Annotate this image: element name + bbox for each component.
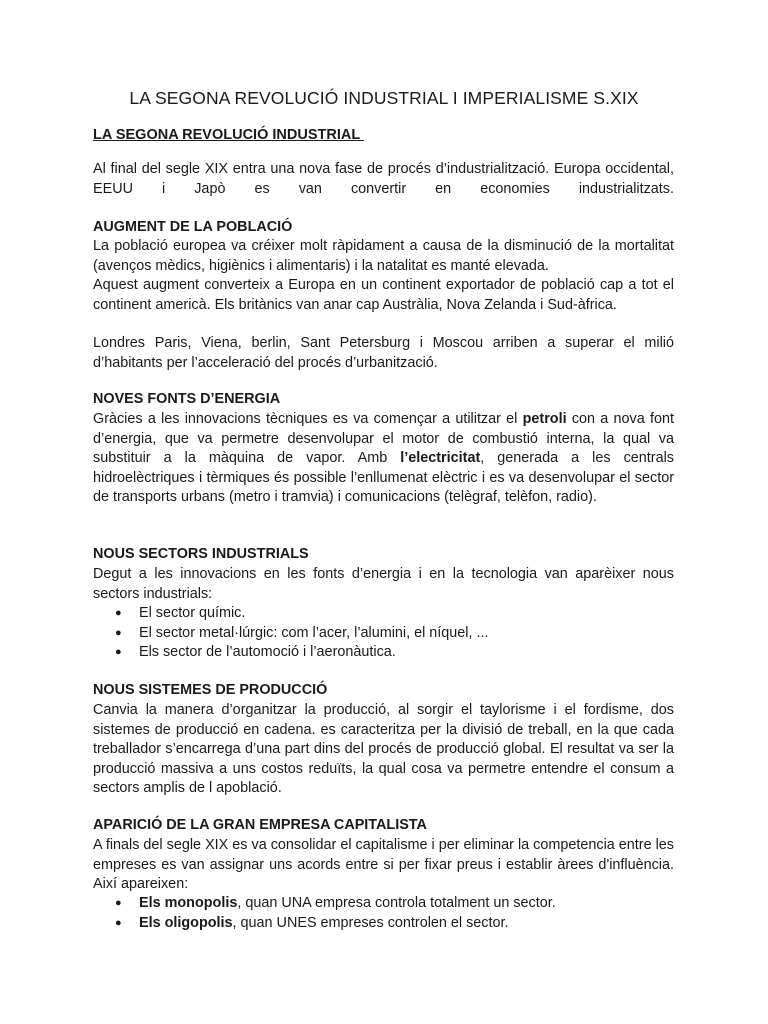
page-title: LA SEGONA REVOLUCIÓ INDUSTRIAL I IMPERIALISME S.XIX: [129, 88, 639, 108]
energia-bold-petroli: petroli: [522, 411, 567, 427]
intro-paragraph: Al final del segle XIX entra una nova fase de procés d’industrialització. Europa occidental, EEUU i Japò es van convertir en economies industrialitzats.: [93, 161, 674, 197]
bullet-icon: ●: [115, 646, 122, 658]
heading-sectors: NOUS SECTORS INDUSTRIALS: [93, 546, 309, 562]
energia-paragraph: [93, 410, 674, 508]
bullet-icon: ●: [115, 626, 122, 639]
list-item: ● El sector químic.: [93, 604, 674, 624]
heading-poblacio: AUGMENT DE LA POBLACIÓ: [93, 219, 293, 235]
empresa-paragraph: A finals del segle XIX es va consolidar el capitalisme i per eliminar la competencia entre les empreses es van assignar uns acords entre si per fixar preus i establir àrees d'influència. Així apareixen:: [93, 837, 674, 892]
list-item: ● Els oligopolis, quan UNES empreses controlen el sector.: [93, 914, 674, 934]
produccio-paragraph: Canvia la manera d’organitzar la producció, al sorgir el taylorisme i el fordisme, dos sistemes de producció en cadena. es caracteritza per la divisió de treball, en la que cada treballador s’encarrega d’una part dins del procés de producció global. El resultat va ser la producció massiva a uns costos reduïts, la qual cosa va permetre entendre el consum a sectors amplis de l apoblació.: [93, 702, 674, 796]
list-item: ● El sector metal·lúrgic: com l’acer, l’alumini, el níquel, ...: [93, 624, 674, 644]
bullet-icon: ●: [115, 897, 122, 909]
heading-produccio: NOUS SISTEMES DE PRODUCCIÓ: [93, 682, 328, 698]
sectors-list: [93, 604, 674, 663]
sectors-paragraph: Degut a les innovacions en les fonts d’energia i en la tecnologia van aparèixer nous sectors industrials:: [93, 566, 674, 602]
energia-bold-electricitat: l’electricitat: [400, 450, 481, 466]
poblacio-paragraph-1: La població europea va créixer molt ràpidament a causa de la disminució de la mortalitat (avenços mèdics, higiènics i alimentaris) i la natalitat es manté elevada.: [93, 238, 674, 274]
empresa-list: [93, 894, 674, 933]
list-item: ● Els sector de l’automoció i l’aeronàutica.: [93, 643, 674, 663]
bullet-icon: ●: [115, 607, 122, 619]
poblacio-paragraph-2: Aquest augment converteix a Europa en un continent exportador de població cap a tot el continent americà. Els britànics van anar cap Austràlia, Nova Zelanda i Sud-àfrica.: [93, 277, 674, 313]
list-item: ● Els monopolis, quan UNA empresa controla totalment un sector.: [93, 894, 674, 914]
section-title: LA SEGONA REVOLUCIÓ INDUSTRIAL: [93, 127, 364, 143]
heading-energia: NOVES FONTS D’ENERGIA: [93, 391, 281, 407]
energia-text-1: Gràcies a les innovacions tècniques es va començar a utilitzar el: [93, 411, 523, 427]
energia-text-2: con a nova font d’energia, que va permetre desenvolupar el motor de combustió interna, la qual va substituir a la màquina de vapor. Amb: [93, 411, 674, 466]
bullet-icon: ●: [115, 916, 122, 929]
poblacio-paragraph-3: Londres Paris, Viena, berlin, Sant Petersburg i Moscou arriben a superar el milió d’habitants per l’acceleració del procés d’urbanització.: [93, 335, 674, 371]
heading-empresa: APARICIÓ DE LA GRAN EMPRESA CAPITALISTA: [93, 817, 427, 833]
energia-text-3: , generada a les centrals hidroelèctriques i tèrmiques és possible l’enllumenat elèctric i es va desenvolupar el sector de transports urbans (metro i tramvia) i comunicacions (telègraf, telèfon, radio).: [93, 450, 674, 505]
